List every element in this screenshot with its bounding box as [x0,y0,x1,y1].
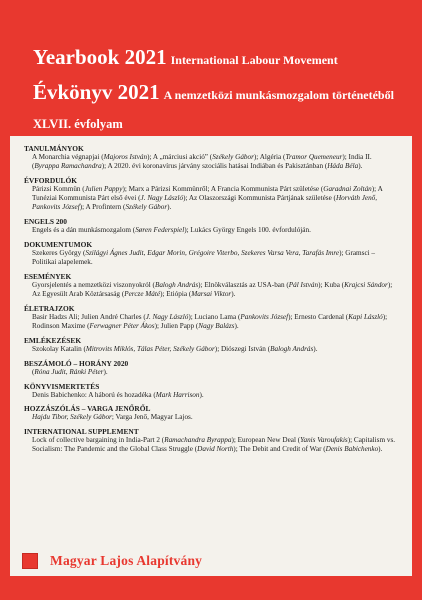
author-name: Tramor Quemeneur [285,153,343,161]
section-body [24,153,398,171]
square-logo-icon [22,553,38,569]
author-name: J. Nagy László [145,313,189,321]
entry-text: ; Varga Jenő, Magyar Lajos. [111,413,193,422]
title-english-main: Yearbook 2021 [33,45,167,69]
author-name: Pankovits József [240,313,289,321]
entry-text: ); Az Olaszországi Kommunista Pártjának születése ( [183,194,336,203]
entry-text: ); Marx a Párizsi Kommünről; A Francia Kommunista Párt születése ( [122,185,324,193]
section-body [24,185,398,213]
entry-text: Lock of collective bargaining in India-Part 2 ( [32,436,165,445]
entry-text: ). [167,203,172,212]
toc-section [24,427,398,454]
entry-text: ); The Debit and Credit of War ( [233,445,326,454]
entry-text: ); Algéria ( [253,153,286,161]
section-title: ÉVFORDULÓK [24,176,77,185]
section-title: DOKUMENTUMOK [24,240,93,249]
section-body [24,249,398,267]
entry-text: A Monarchia végnapjai ( [32,153,104,161]
author-name: Percze Máté [124,290,161,299]
author-name: Balogh András [270,345,314,353]
toc-section [24,336,398,354]
section-title: INTERNATIONAL SUPPLEMENT [24,427,139,437]
toc-section [24,176,398,213]
section-body [24,368,398,377]
section-body [24,436,398,454]
volume-label: XLVII. évfolyam [33,117,123,131]
foundation-name: Magyar Lajos Alapítvány [50,553,203,568]
title-english-subtitle: International Labour Movement [170,53,338,67]
entry-text: ); Diószegi István ( [214,345,271,353]
entry-text: ). [358,162,363,171]
toc-section [24,272,398,299]
entry-text: ); Ernesto Cardenal ( [288,313,349,321]
author-name: Székely Gábor [125,203,168,212]
entry-text: ). [234,322,239,331]
entry-text: ); India II. ( [32,153,372,171]
title-english [33,45,338,70]
section-title: TANULMÁNYOK [24,144,84,153]
author-name: Horváth Jenő, Pankovits József [32,194,378,212]
toc-section [24,304,398,331]
author-name: Mitrovits Miklós, Tálas Péter, Székely Gábor [85,345,215,353]
entry-text: ); Etiópia ( [160,290,192,299]
author-name: David North [197,445,234,454]
entry-text: ); Lukács György Engels 100. évfordulóján. [184,226,311,235]
author-name: Yanis Varoufakis [300,436,348,445]
entry-text: Szokolay Katalin ( [32,345,86,353]
section-body [24,226,398,235]
toc-section [24,382,398,400]
section-title: ÉLETRAJZOK [24,304,75,313]
author-name: Denis Babichenko [325,445,379,454]
entry-text: ); A Tunéziai Kommunista Párt első évei ( [32,185,383,203]
author-name: Julien Pappy [84,185,123,193]
toc-section [24,359,398,377]
author-name: Nagy Balázs [198,322,235,331]
section-title: HOZZÁSZÓLÁS – VARGA JENŐRŐL [24,404,151,414]
contents-panel [10,136,412,576]
author-name: Majoros István [103,153,148,161]
author-name: Róna Judit, Ránki Péter [34,367,104,376]
section-title: EMLÉKEZÉSEK [24,336,82,345]
entry-text: ); A Profintern ( [79,203,126,212]
author-name: Hajdu Tibor, Székely Gábor [32,413,112,422]
entry-text: ); Luciano Lama ( [188,313,241,321]
section-body [24,345,398,354]
author-name: Kapi László [348,313,383,321]
entry-text: ); Capitalism vs. Socialism: The Pandemic and the Global Class Struggle ( [32,436,396,454]
entry-text: Gyorsjelentés a nemzetközi viszonyokról ( [32,281,155,289]
entry-text: ); Gramsci – Politikai alapelemek. [32,249,376,267]
entry-text: ). [313,345,318,353]
author-name: Pál István [288,281,319,289]
author-name: Székely Gábor [212,153,254,161]
section-title: BESZÁMOLÓ – HORÁNY 2020 [24,358,129,368]
section-body [24,413,398,422]
author-name: Garadnai Zoltán [323,185,372,193]
author-name: Byrappa Ramachandra [34,162,102,171]
entry-text: ); Julien Papp ( [154,322,199,331]
author-name: Mark Harrison [155,390,200,399]
author-name: Szilágyi Ágnes Judit, Edgar Morin, Grégoire Viterbo, Szekeres Varsa Vera, Tarafás Imre [85,249,340,257]
section-body [24,313,398,331]
author-name: Søren Federspiel [135,226,185,235]
entry-text: ); Rodinson Maxime ( [32,313,388,331]
section-title: ESEMÉNYEK [24,272,72,281]
entry-text: ); Az Egyesült Arab Köztársaság ( [32,281,393,299]
author-name: Balogh András [154,281,199,289]
entry-text: Basir Hadzs Ali; Julien André Charles ( [32,313,146,321]
entry-text: Denis Babichenko: A háború és hozadéka ( [32,390,156,399]
section-body [24,391,398,400]
author-name: Háda Béla [327,162,359,171]
entry-text: ( [32,367,35,376]
table-of-contents [24,144,398,455]
cover-header [10,9,412,136]
toc-section [24,240,398,267]
entry-text: ); A „márciusi akció” ( [147,153,213,161]
entry-text: ). [378,445,383,454]
entry-text: ); Kuba ( [318,281,345,289]
foundation-block [22,553,202,569]
entry-text: ). [231,290,236,299]
entry-text: Szekeres György ( [32,249,86,257]
title-hungarian-main: Évkönyv 2021 [33,80,160,104]
toc-section [24,404,398,422]
section-title: ENGELS 200 [24,217,67,227]
entry-text: Párizsi Kommün ( [32,185,85,193]
entry-text: Engels és a dán munkásmozgalom ( [32,226,136,235]
toc-section [24,217,398,235]
title-hungarian-subtitle: A nemzetközi munkásmozgalom történetéből [163,88,394,102]
entry-text: ); A 2020. évi koronavírus járvány szociális hatásai Indiában és Pakisztánban ( [101,162,328,171]
author-name: J. Nagy László [140,194,184,203]
section-title: KÖNYVISMERTETÉS [24,381,100,391]
title-hungarian [33,80,394,105]
author-name: Ramachandra Byrappa [164,436,232,445]
entry-text: ); European New Deal ( [231,436,301,445]
author-name: Krajcsi Sándor [344,281,388,289]
author-name: Ferwagner Péter Ákos [89,322,155,331]
entry-text: ). [199,390,204,399]
author-name: Marsai Viktor [191,290,232,299]
entry-text: ). [103,367,108,376]
toc-section [24,144,398,171]
entry-text: ); Elnökválasztás az USA-ban ( [198,281,289,289]
section-body [24,281,398,299]
